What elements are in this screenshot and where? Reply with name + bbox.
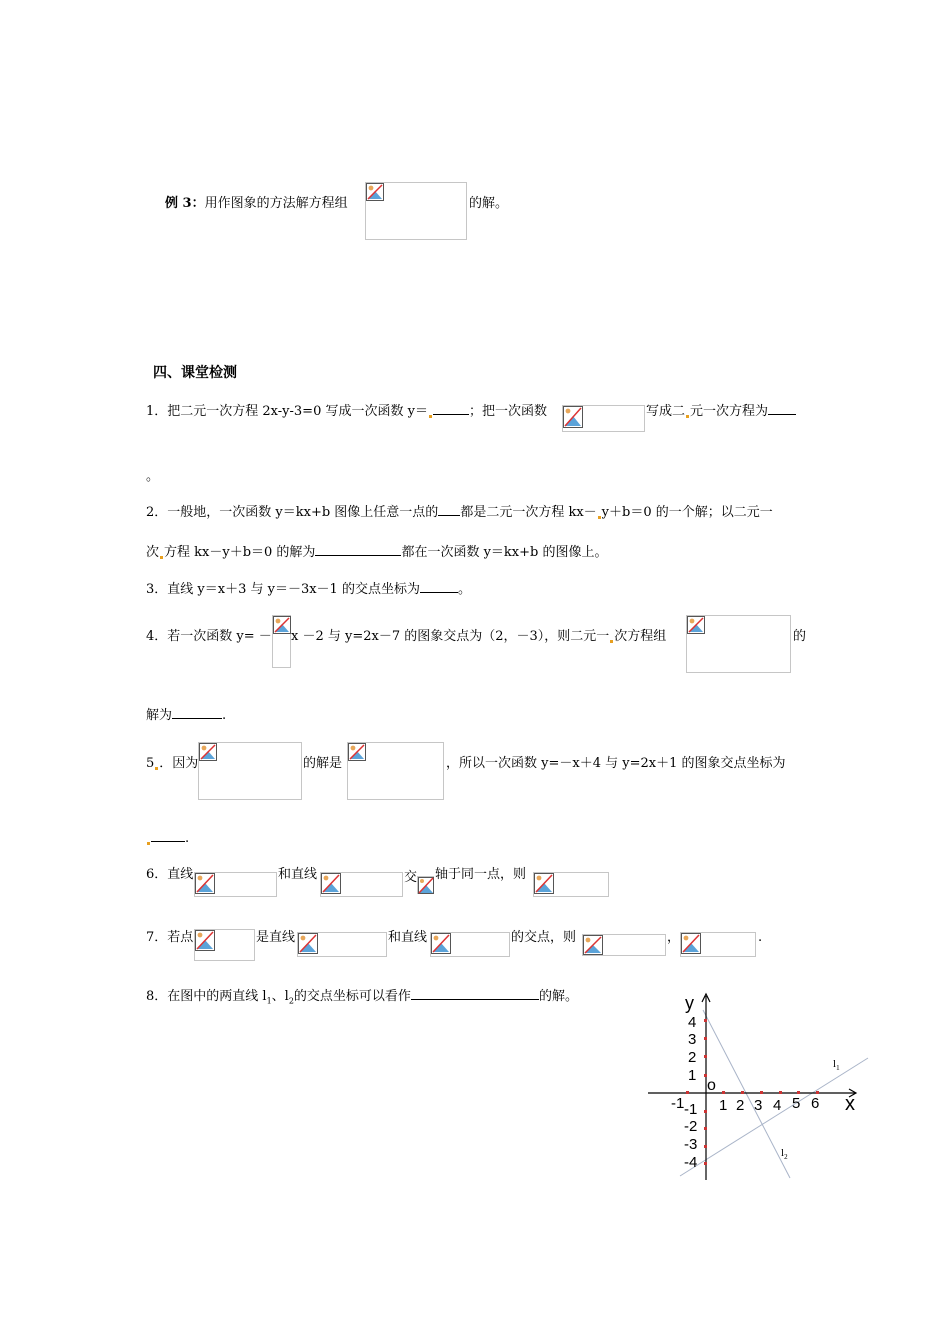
q5-text-b: ．因为 <box>159 756 199 771</box>
anchor-marker <box>160 556 163 559</box>
l2-sub: 2 <box>784 1153 788 1161</box>
q7-text-f: . <box>758 930 763 945</box>
broken-image-icon <box>321 873 341 894</box>
q2-text-b: 都是二元一次方程 kx－ <box>460 505 597 520</box>
line-image-placeholder <box>430 932 510 957</box>
broken-image-icon <box>687 616 705 634</box>
anchor-marker <box>155 767 158 770</box>
q4-text-d: 的 <box>793 629 807 644</box>
q2-text-c: y＋b＝0 的一个解；以二元一 <box>601 505 773 520</box>
question-3 <box>146 580 471 596</box>
x-tick-label: -1 <box>671 1095 685 1112</box>
x-tick-label: 4 <box>773 1097 782 1114</box>
y-tick-label: 2 <box>688 1049 697 1066</box>
answer-image-placeholder <box>582 934 666 956</box>
broken-image-icon <box>273 616 291 634</box>
q7-text-c: 和直线 <box>388 930 428 945</box>
q1-blank-1[interactable] <box>433 402 469 415</box>
y-tick-label: -3 <box>684 1136 698 1153</box>
y-tick-label: -1 <box>684 1101 698 1118</box>
q1-blank-2[interactable] <box>768 402 796 415</box>
q8-text-b: 、l <box>271 989 289 1004</box>
equation-image-placeholder <box>365 182 467 240</box>
coordinate-graph <box>640 990 880 1185</box>
question-1 <box>146 402 547 418</box>
q5-text-c: 的解是 <box>303 756 343 771</box>
question-2 <box>146 503 773 519</box>
q4-text-b: x －2 与 y=2x－7 的图象交点为（2，－3），则二元一 <box>291 629 610 644</box>
q5-text-e: . <box>185 831 190 846</box>
x-tick-label: 6 <box>811 1095 820 1112</box>
broken-image-icon <box>534 873 554 894</box>
y-axis-label: y <box>685 993 694 1013</box>
solution-image-placeholder <box>347 742 444 800</box>
q4-text-f: . <box>222 708 227 723</box>
q5-blank[interactable] <box>151 829 185 842</box>
q6-text-b: 和直线 <box>278 867 318 882</box>
broken-image-icon <box>298 933 318 954</box>
broken-image-icon <box>366 183 384 201</box>
broken-image-icon <box>199 743 217 761</box>
q7-text-b: 是直线 <box>256 930 296 945</box>
q4-text-c: 次方程组 <box>614 629 667 644</box>
q1-text-a: 1．把二元一次方程 2x-y-3=0 写成一次函数 y＝ <box>146 404 428 419</box>
question-1-cont <box>646 402 796 418</box>
anchor-marker <box>598 516 601 519</box>
q4-text-e: 解为 <box>146 708 173 723</box>
q2-text-a: 2．一般地，一次函数 y＝kx+b 图像上任意一点的 <box>146 505 439 520</box>
q4-text-a: 4．若一次函数 y= － <box>146 629 272 644</box>
broken-image-icon <box>563 406 583 428</box>
x-tick-label: 1 <box>719 1097 728 1114</box>
broken-image-icon <box>583 935 603 955</box>
example-suffix: 的解。 <box>469 196 509 211</box>
q5-text-a: 5 <box>146 756 155 771</box>
fraction-image-placeholder <box>272 615 291 668</box>
point-image-placeholder <box>194 929 255 961</box>
anchor-marker <box>610 640 613 643</box>
q8-text-d: 的解。 <box>538 989 578 1004</box>
answer-image-placeholder <box>680 932 756 957</box>
y-tick-label: 3 <box>688 1031 697 1048</box>
line-l1-label <box>833 1058 840 1072</box>
line-image-placeholder <box>194 872 277 897</box>
anchor-marker <box>429 415 432 418</box>
broken-image-icon <box>681 933 701 954</box>
question-5-answer <box>146 829 189 845</box>
question-5 <box>146 757 198 770</box>
q5-text-d: ，所以一次函数 y=－x＋4 与 y=2x＋1 的图象交点坐标为 <box>446 756 786 771</box>
anchor-marker <box>147 842 150 845</box>
system-image-placeholder <box>686 615 791 673</box>
q8-text-a: 8．在图中的两直线 l <box>146 989 267 1004</box>
answer-image-placeholder <box>533 872 609 897</box>
q8-sub-2: 2 <box>288 996 294 1006</box>
q1-text-b: ；把一次函数 <box>468 404 547 419</box>
broken-image-icon <box>348 743 366 761</box>
q2-blank-1[interactable] <box>438 503 460 516</box>
x-axis-label: x <box>845 1093 855 1115</box>
q6-text-d: 轴于同一点，则 <box>435 867 527 882</box>
q1-end: 。 <box>146 469 160 484</box>
x-tick-label: 2 <box>736 1097 745 1114</box>
broken-image-icon <box>418 877 434 894</box>
anchor-marker <box>686 415 689 418</box>
q6-text-a: 6．直线 <box>146 867 194 882</box>
q7-text-d: 的交点，则 <box>511 930 577 945</box>
q3-blank[interactable] <box>420 580 458 593</box>
question-8 <box>146 987 578 1006</box>
section-title: 四、课堂检测 <box>153 365 237 381</box>
question-4-cont <box>291 630 666 643</box>
example-3 <box>165 197 348 210</box>
example-text: 用作图象的方法解方程组 <box>204 196 348 211</box>
q2-blank-2[interactable] <box>315 543 401 556</box>
line-l2-label <box>781 1147 788 1161</box>
q1-text-d: 元一次方程为 <box>690 404 769 419</box>
q2-text-e: 方程 kx－y＋b＝0 的解为 <box>164 545 316 560</box>
q8-sub-1: 1 <box>266 996 272 1006</box>
line-image-placeholder <box>320 872 403 897</box>
broken-image-icon <box>431 933 451 954</box>
l1-sub: 1 <box>836 1064 840 1072</box>
l1-letter: l <box>833 1058 837 1070</box>
question-2-cont <box>146 543 607 559</box>
q3-text-b: 。 <box>457 582 471 597</box>
example-label: 例 3 <box>165 196 192 211</box>
q7-text-a: 7．若点 <box>146 930 194 945</box>
line-image-placeholder <box>297 932 387 957</box>
q7-text-e: ， <box>667 930 681 945</box>
function-image-placeholder <box>562 405 645 432</box>
q4-blank[interactable] <box>172 706 222 719</box>
y-tick-label: -4 <box>684 1154 698 1171</box>
broken-image-icon <box>195 873 215 894</box>
q2-text-f: 都在一次函数 y＝kx+b 的图像上。 <box>401 545 608 560</box>
q8-text-c: 的交点坐标可以看作 <box>293 989 411 1004</box>
q6-text-c: 交 <box>404 870 418 885</box>
l2-letter: l <box>781 1147 785 1159</box>
system-image-placeholder <box>198 742 302 800</box>
q2-text-d: 次 <box>146 545 160 560</box>
q1-text-c: 写成二 <box>646 404 686 419</box>
broken-image-icon <box>195 930 215 951</box>
axis-image-placeholder <box>417 876 434 894</box>
q8-blank[interactable] <box>411 987 539 1000</box>
y-tick-label: -2 <box>684 1118 698 1135</box>
q3-text-a: 3．直线 y＝x＋3 与 y＝－3x－1 的交点坐标为 <box>146 582 420 597</box>
example-colon: ： <box>191 196 205 211</box>
question-4-answer <box>146 706 226 722</box>
x-tick-label: 3 <box>754 1097 763 1114</box>
y-tick-label: 4 <box>688 1014 697 1031</box>
line-l1 <box>680 1058 868 1176</box>
question-4 <box>146 630 272 643</box>
y-tick-label: 1 <box>688 1067 697 1084</box>
origin-label: o <box>707 1077 716 1094</box>
x-tick-label: 5 <box>792 1095 801 1112</box>
